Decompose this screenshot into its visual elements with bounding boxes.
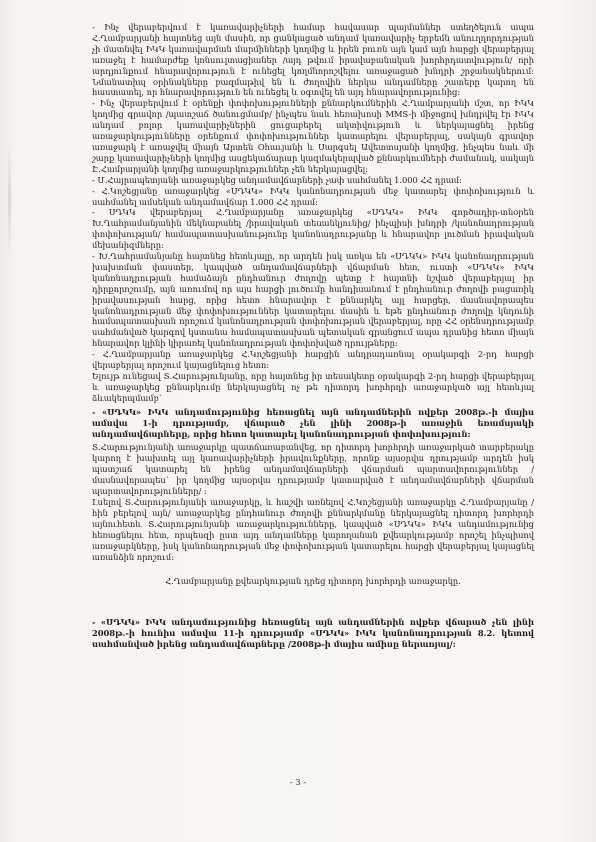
paragraph-vote-announcement: Հ.Ղամբարյանը քվեարկության դրեց դիտորդ խորհրդի առաջարկը. <box>165 576 461 587</box>
paragraph-koshetsyan-proposal: - Հ.Կոշեցյանը առաջարկեց «ՍԴԿԿ» ԻԿԿ կանոնադրության մեջ կատարել փոփոխություն և սահմանել ամսեկան անդամավճար 1.000 ՀՀ դրամ: <box>92 185 534 207</box>
paragraph-director-answer: - Խ.Ղահրամանյանը հայտնեց հետևյալը, որ արդեն իսկ առկա են «ՍԴԿԿ» ԻԿԿ կանոնադրության խախտման փաստեր, կապված անդամավճարների վճարման հետ, ուստի «ՍԴԿԿ» ԻԿԿ կանոնադրության համաձայն ընդհանուր ժողովը պետք է հայտնի նշված վերաբերյալ իր դիրքորոշումը, այն առումով որ այս հարցի լուծումը հանդիսանում է ընդհանուր ժողովի բացառիկ իրավասության հարց, որից հետո հնարավոր է քննարկել այլ հարցեր, մասնավորապես կանոնադրության մեջ փոփոխություններ կատարելու մասին և եթե ընդհանուր ժողովը կնդունի համապատասխան որոշում կանոնադրության փոփոխության վերաբերյալ, որը ՀՀ օրենսդրությամբ սահմանված կարգով կստանա համապատասխան պետական գրանցում ապա դրանից հետո միայն հնարավոր կլինի կիրառել կանոնադրության փոփոխված դրույթները: <box>92 251 534 349</box>
paragraph-equal-conditions: - Ինչ վերաբերվում է կառավարիչների համար հավասար պայմաններ ստեղծելուն ապա Հ.Ղամբարյանի հայտնեց այն մասին, որ ցանկացած անդամ կառավարիչ երբեմն անուղղորդության չի մատնվել ԻԿԿ կառավարման մարմինների կողմից և իրեն բուռն այն կամ այն հարցի վերաբերյալ առաջել է համարժեք կոնսուլտացիաներ /այդ թվում իրավաբանական խորհրդատվություն/ որի արդյունքում հնարավորություն է ունեցել կողմնորոշվելու առաջացած խնդրի շրջանակներում: Նմանատիպ օրինակները բազմաթիվ են և ժողովին ներկա անդամները շատերը կարող են հաստատել, որ հնարավորություն են ունեցել և օգտվել են այդ հնարավորությունից: <box>92 22 534 98</box>
paragraph-vote-procedure: Լսելով Տ.Հարությունյանի առաջարկը, և հաշվի առնելով Հ.Կոշեցյանի առաջարկը Հ.Ղամբարյանը /հին բերելով այն/ առաջարկեց ընդհանուր ժողովի քննարկմանը ներկայացնել դիտորդ խորհրդի այնուհետև Տ.Հարությունյանի առաջարկությունները, կապված «ՍԴԿԿ» ԻԿԿ անդամությունից հեռացնելու հետ, որպեսզի ըստ այդ անդամները կարողանան քվեարկությամբ որոշել ինչպիսով առաջարկները, իսկ կանոնադրության մեջ փոփոխության կատարելու հարցի վերաբերյալ կայացնել առանձին որոշում: <box>92 496 534 562</box>
paragraph-defer-question: - Հ.Ղամբարյանը առաջարկեց Հ.Կոշեցյանի հարցին անդրադառնալ օրակարգի 2-րդ հարցի վերաբերյալ որոշում կայացնելուց հետո: <box>92 349 534 371</box>
paragraph-board-motion: - «ՍԴԿԿ» ԻԿԿ անդամությունից հեռացնել այն անդամներին ովքեր վճարած չեն լինի 2008թ.-ի հունիս ամսվա 11-ի դրությամբ «ՍԴԿԿ» ԻԿԿ կանոնադրության 8.2. կետով սահմանված իրենց անդամավճարները /2008թ-ի մայիս ամիսը ներառյալ/: <box>92 617 534 650</box>
paragraph-hayrapetyan-proposal: - Մ.Հայրապետյանի առաջարկեց անդամավճարների չափ սահմանել 1.000 ՀՀ դրամ: <box>92 174 462 185</box>
page-number: - 3 - <box>289 778 307 788</box>
paragraph-harutyunyan-speech: Ելույթ ունեցավ Տ.Հարությունյանը, որը հայտնեց իր տեսակետը օրակարգի 2-րդ հարցի վերաբերյալ և առաջարկեց քննարկումը ներկայացնել ոչ թե դիտորդ խորհրդի առաջարկած այլ հետևյալ ձևակերպմամբ` <box>92 371 534 403</box>
paragraph-law-amendments: - Ինչ վերաբերվում է օրենքի փոփոխությունների քննարկումներին Հ.Ղամբարյանի մշտ, որ ԻԿԿ կողմից գրավոր /պատշաճ ծանուցմամբ/ ինչպես նաև հեռախոսի MMS-ի միջոցով խնդրվել էր ԻԿԿ անդամ բոլոր կառավարիչներին ցուցաբերել ակտիվություն և ներկայացնել իրենց առաջարկությունները օրենքում փոփոխություններ կատարելու վերաբերյալ, սակայն գրավոր առաջարկ է առաջվել միայն Արտեն Օհաւյանի և Սարգսել Ավետտսյանի կողմից, ինչպես նաև մի շարք կառավարիչների կողմից ասցեկաճարար կազմակերպված քննարկումների ժամանակ, սակայն Է.Համբարյանի կողմից առաջարկություններ չեն ներկայացվել: <box>92 98 534 174</box>
paragraph-harutyunyan-motion: - «ՍԴԿԿ» ԻԿԿ անդամությունից հեռացնել այն անդամներին ովքեր 2008թ.-ի մայիս ամսվա 1-ի դրությամբ, վճարած չեն լինի 2008թ-ի առաջին եռամսյակի անդամավճարները, որից հետո կատարել կանոնադրության փոփոխություն: <box>92 406 534 439</box>
paragraph-director-question: - ՍԴԿԿ վերաբերյալ Հ.Ղամբարյանը առաջարկեց «ՍԴԿԿ» ԻԿԿ գործադիր-տնօրեն Խ.Ղահրամանյանին մեկնաբանել /իրավական տեսանկյունից/ ինչպիսի խնդրի /կանոնադրության փոփոխության/ համապատասխանությունը կանոնադրությանը և հնարավոր լուծման իրավական մեխանիզմները: <box>92 207 534 251</box>
scan-margin-shadow <box>8 140 11 260</box>
paragraph-motion-justification: Տ.Հարությունյանի առաջարկը պատճառաբանվեց, որ դիտորդ խորհրդի առաջարկած տարբերակը կարող է խախտել այլ կառավարիչների իրավունքները, որոնք այսօրվա դրությամբ արդեն իսկ պատշաճ կատարել են իրենց անդամավճարների վճարման պարտավորություններ /մասնավորապես` իր կողմից այսօրվա դրությամբ կատարված է անդամավճարների վճարման պարտավորությունները/ : <box>92 442 534 497</box>
